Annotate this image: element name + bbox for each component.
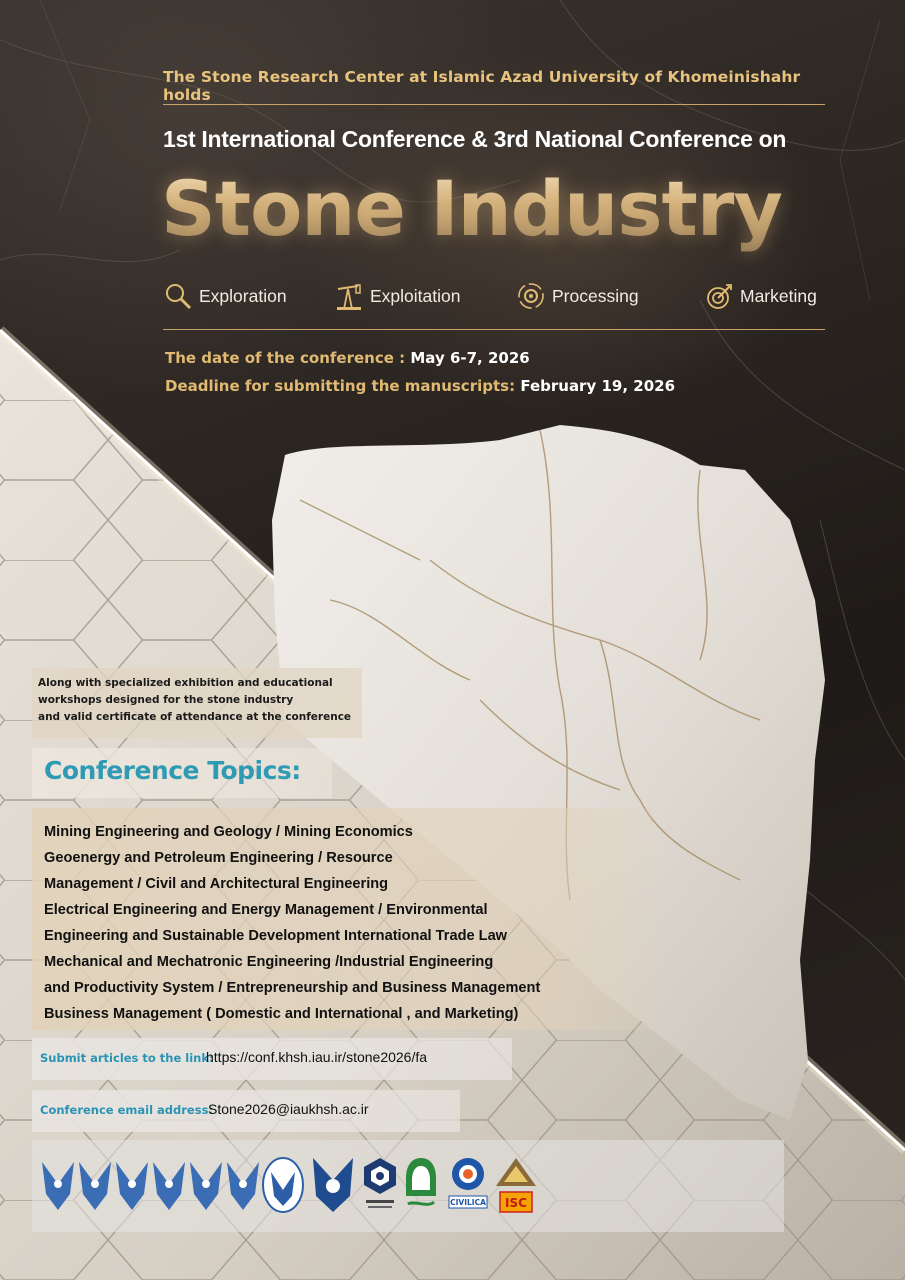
topics-list (32, 808, 652, 1030)
topics-heading-box (32, 748, 332, 798)
gold-divider-top (163, 104, 825, 105)
submission-link-label: Submit articles to the link: (40, 1051, 214, 1065)
green-emblem-logo (404, 1156, 438, 1216)
isc-text: ISC (505, 1196, 527, 1210)
submission-link-bar (32, 1038, 512, 1080)
conference-dates (165, 347, 825, 403)
deadline-label: Deadline for submitting the manuscripts: (165, 377, 521, 395)
theme-label: Marketing (740, 285, 817, 306)
notice-line: and valid certificate of attendance at the conference (38, 711, 352, 723)
submission-deadline (165, 375, 825, 403)
theme-exploration (163, 280, 287, 312)
conference-subtitle: 1st International Conference & 3rd National Conference on (163, 126, 787, 152)
oil-pump-icon (334, 281, 364, 311)
conference-date-value: May 6-7, 2026 (410, 349, 530, 367)
deadline-value: February 19, 2026 (520, 377, 675, 395)
theme-exploitation (334, 280, 460, 312)
topic-line: Mechanical and Mechatronic Engineering /Industrial Engineering (44, 954, 494, 970)
topic-line: Business Management ( Domestic and International , and Marketing) (44, 1006, 519, 1022)
conference-title: Stone Industry (161, 164, 861, 253)
email-label: Conference email address: (40, 1103, 214, 1117)
gear-cycle-icon (516, 281, 546, 311)
conference-date (165, 347, 825, 375)
engineering-society-logo (362, 1156, 398, 1216)
isc-logo (494, 1154, 538, 1216)
topic-line: Mining Engineering and Geology / Mining Economics (44, 824, 413, 840)
magnifier-icon (163, 281, 193, 311)
research-institute-logo (312, 1154, 354, 1216)
theme-processing (516, 280, 639, 312)
notice-line: Along with specialized exhibition and educational (38, 677, 333, 689)
topic-line: Engineering and Sustainable Development International Trade Law (44, 928, 508, 944)
topic-line: Geoenergy and Petroleum Engineering / Resource (44, 850, 393, 866)
theme-marketing (704, 280, 817, 312)
theme-label: Exploitation (370, 285, 461, 306)
topic-line: Management / Civil and Architectural Engineering (44, 876, 389, 892)
theme-list (163, 280, 833, 312)
civilica-text: CIVILICA (450, 1198, 486, 1207)
exhibition-notice (32, 668, 362, 738)
email-bar (32, 1090, 460, 1132)
submission-link[interactable]: https://conf.khsh.iau.ir/stone2026/fa (206, 1049, 428, 1065)
topic-line: and Productivity System / Entrepreneurship and Business Management (44, 980, 541, 996)
gold-divider-bottom (163, 329, 825, 330)
target-arrow-icon (704, 281, 734, 311)
topics-heading: Conference Topics: (44, 756, 301, 785)
theme-label: Exploration (199, 285, 287, 306)
azad-university-logos (40, 1154, 260, 1218)
notice-line: workshops designed for the stone industry (38, 694, 294, 706)
university-crest-logo (262, 1156, 304, 1214)
theme-label: Processing (552, 285, 639, 306)
email-address[interactable]: Stone2026@iaukhsh.ac.ir (208, 1101, 369, 1117)
organizer-intro: The Stone Research Center at Islamic Azad University of Khomeinishahr holds (163, 68, 801, 104)
topic-line: Electrical Engineering and Energy Management / Environmental (44, 902, 488, 918)
civilica-logo (448, 1156, 488, 1216)
sponsor-logos (32, 1140, 784, 1232)
conference-date-label: The date of the conference : (165, 349, 411, 367)
